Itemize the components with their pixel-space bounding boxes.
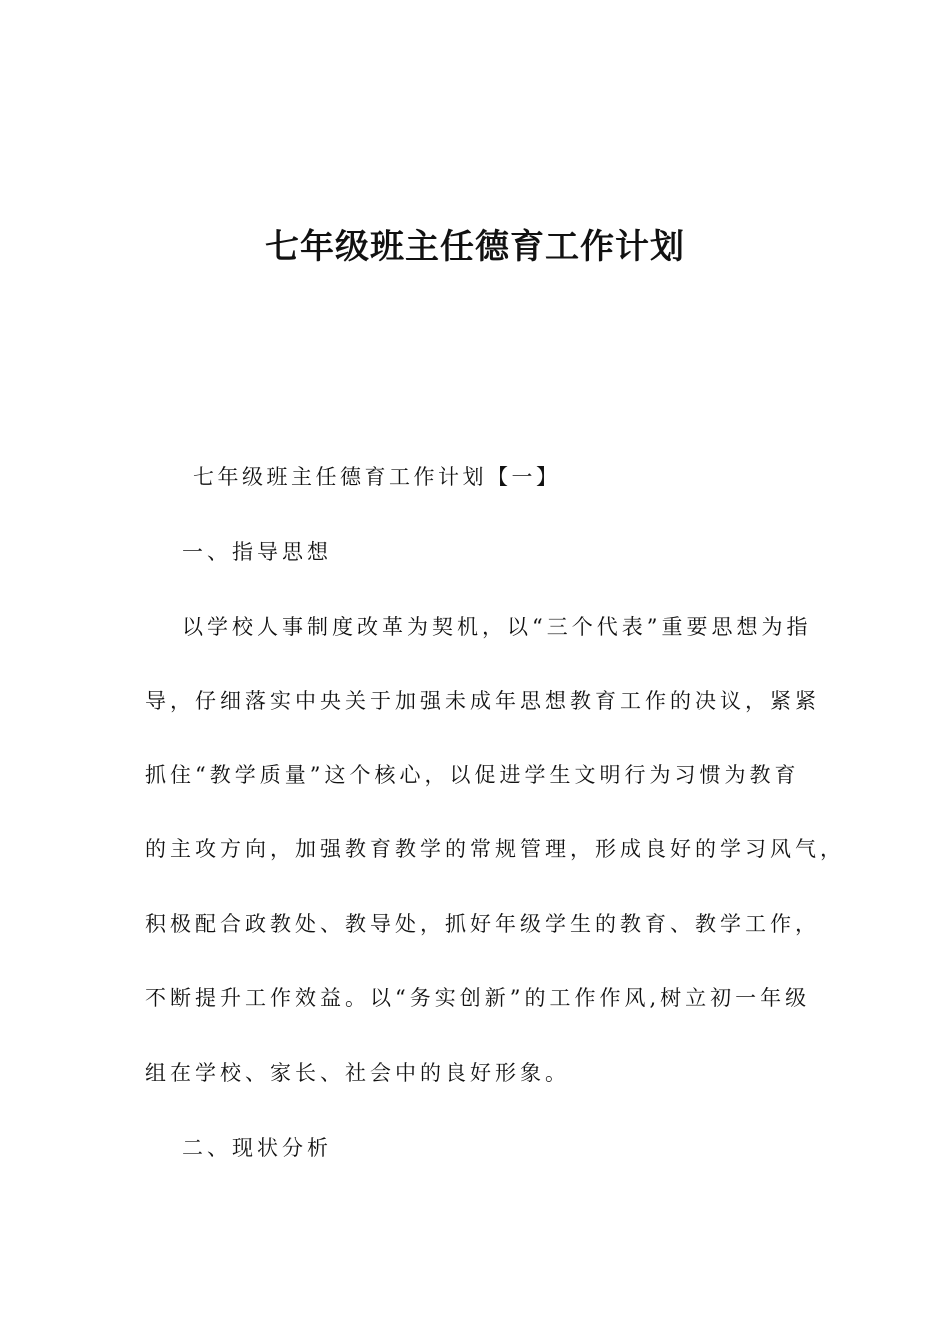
section-heading-guiding-ideology: 一、指导思想 — [182, 540, 332, 564]
document-title: 七年级班主任德育工作计划 — [265, 227, 685, 267]
plan-subtitle: 七年级班主任德育工作计划【一】 — [193, 465, 561, 489]
paragraph-line: 导，仔细落实中央关于加强未成年思想教育工作的决议，紧紧 — [145, 689, 820, 713]
section-heading-status-analysis: 二、现状分析 — [182, 1136, 332, 1160]
paragraph-line: 积极配合政教处、教导处，抓好年级学生的教育、教学工作， — [145, 912, 820, 936]
paragraph-line: 的主攻方向，加强教育教学的常规管理，形成良好的学习风气， — [145, 837, 845, 861]
paragraph-line: 不断提升工作效益。以“务实创新”的工作作风,树立初一年级 — [145, 986, 811, 1010]
paragraph-line: 以学校人事制度改革为契机，以“三个代表”重要思想为指 — [182, 615, 812, 639]
paragraph-line: 抓住“教学质量”这个核心，以促进学生文明行为习惯为教育 — [145, 763, 800, 787]
paragraph-line: 组在学校、家长、社会中的良好形象。 — [145, 1061, 570, 1085]
